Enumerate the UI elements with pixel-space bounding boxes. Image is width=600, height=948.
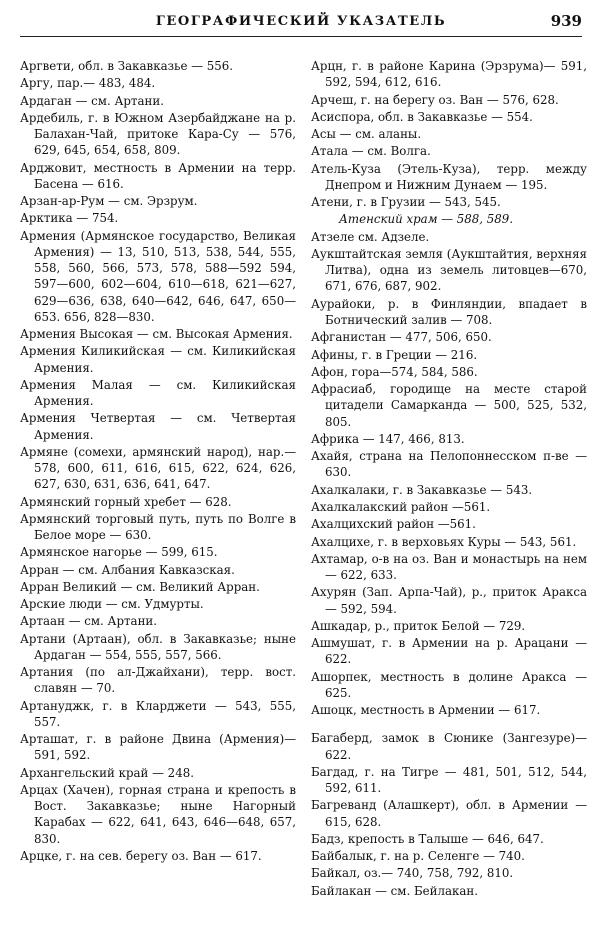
index-entry: Армения Высокая — см. Высокая Армения.: [20, 327, 293, 341]
index-entry: Ахалцихе, г. в верховьях Куры — 543, 561.: [311, 534, 577, 549]
index-entry: Атель-Куза (Этель-Куза), терр. между Днепром и Нижним Дунаем — 195.: [311, 161, 587, 192]
index-entry: Архангельский край — 248.: [20, 765, 194, 780]
index-entry: Афганистан — 477, 506, 650.: [311, 330, 492, 345]
index-entry: Ахтамар, о-в на оз. Ван и монастырь на нем — 622, 633.: [311, 551, 587, 583]
index-entry: Ахалкалаки, г. в Закавказье — 543.: [311, 482, 533, 497]
running-title: ГЕОГРАФИЧЕСКИЙ УКАЗАТЕЛЬ: [155, 14, 447, 29]
index-entry: Арчеш, г. на берегу оз. Ван — 576, 628.: [311, 92, 559, 107]
index-entry: Байлакан — см. Бейлакан.: [311, 883, 478, 898]
index-entry: Багреванд (Алашкерт), обл. в Армении — 615, 628.: [311, 798, 587, 829]
index-entry: Арран Великий — см. Великий Арран.: [20, 579, 260, 594]
index-entry: Байкал, оз.— 740, 758, 792, 810.: [311, 866, 514, 881]
index-entry: Атени, г. в Грузии — 543, 545.: [311, 195, 501, 210]
index-entry: Ахалкалакский район —561.: [311, 499, 491, 514]
index-entry: Аурайоки, р. в Финляндии, впадает в Ботнический залив — 708.: [311, 296, 587, 327]
index-entry: Багдад, г. на Тигре — 481, 501, 512, 544, 592, 611.: [311, 764, 587, 796]
index-entry: Ашорпек, местность в долине Аракса — 625.: [311, 669, 587, 700]
index-entry: Армения (Армянское государство, Великая Армения) — 13, 510, 513, 538, 544, 555, 558, 560, 566, 573, 578, 588—592 594, 597—600, 602—604, 610—618, 621—627, 629—636, 638, 640—642, 646, 647, 650—653. 656, 828—830.: [20, 228, 296, 324]
index-entry: Багаберд, замок в Сюнике (Зангезуре)— 622.: [311, 731, 587, 762]
index-entry: Арзан-ар-Рум — см. Эрзрум.: [20, 194, 198, 209]
index-entry: Армения Четвертая — см. Четвертая Армения.: [20, 411, 296, 442]
index-entry: Байбалык, г. на р. Селенге — 740.: [311, 849, 525, 864]
index-entry: Арран — см. Албания Кавказская.: [20, 562, 235, 577]
index-entry: Арцах (Хачен), горная страна и крепость в Вост. Закавказье; ныне Нагорный Карабах — 622, 641, 643, 646—648, 657, 830.: [20, 783, 296, 846]
index-entry: Афины, г. в Греции — 216.: [311, 347, 478, 362]
index-entry: Ашоцк, местность в Армении — 617.: [311, 703, 541, 718]
index-column-right: [311, 58, 587, 900]
index-entry: Африка — 147, 466, 813.: [311, 431, 465, 446]
index-entry: Аргвети, обл. в Закавказье — 556.: [20, 59, 234, 73]
index-entry: Армяне (сомехи, армянский народ), нар.— 578, 600, 611, 616, 615, 622, 624, 626, 627, 630, 631, 636, 641, 647.: [20, 444, 296, 492]
index-entry: Ардебиль, г. в Южном Азербайджане на р. Балахан-Чай, притоке Кара-Су — 576, 629, 645, 654, 658, 809.: [20, 110, 296, 158]
index-entry: Арские люди — см. Удмурты.: [20, 597, 204, 612]
index-entry: Асиспора, обл. в Закавказье — 554.: [311, 109, 533, 124]
page-header: [20, 10, 582, 37]
index-entry: Артаан — см. Артани.: [20, 614, 158, 629]
index-entry: Арташат, г. в районе Двина (Армения)—591, 592.: [20, 732, 296, 763]
index-entry: Атала — см. Волга.: [311, 144, 431, 159]
index-entry: Артани (Артаан), обл. в Закавказье; ныне Ардаган — 554, 555, 557, 566.: [20, 631, 296, 662]
index-entry: Армянский горный хребет — 628.: [20, 494, 232, 509]
index-entry: Артания (по ал-Джайхани), терр. вост. славян — 70.: [20, 665, 296, 696]
index-entry: Афрасиаб, городище на месте старой цитадели Самарканда — 500, 525, 532, 805.: [311, 382, 587, 429]
index-entry: Афон, гора—574, 584, 586.: [311, 364, 478, 379]
index-entry: Арцке, г. на сев. берегу оз. Ван — 617.: [20, 848, 262, 863]
index-entry: Арджовит, местность в Армении на терр. Басена — 616.: [20, 160, 296, 191]
index-entry: Артануджк, г. в Кларджети — 543, 555, 557.: [20, 698, 296, 729]
index-entry: Аукштайтская земля (Аукштайтия, верхняя Литва), одна из земель литовцев—670, 671, 676, 687, 902.: [311, 247, 587, 294]
index-entry: Арцн, г. в районе Карина (Эрзрума)— 591, 592, 594, 612, 616.: [311, 59, 587, 90]
index-entry: Ашкадар, р., приток Белой — 729.: [311, 618, 526, 633]
index-entry: Армянский торговый путь, путь по Волге в Белое море — 630.: [20, 511, 296, 542]
index-entry: Ардаган — см. Артани.: [20, 93, 164, 108]
page-number: 939: [550, 12, 582, 30]
index-entry: Асы — см. аланы.: [311, 127, 422, 142]
index-entry: Армянское нагорье — 599, 615.: [20, 545, 218, 560]
index-entry: Ахалцихский район —561.: [311, 517, 476, 532]
index-entry: Атзеле см. Адзеле.: [311, 229, 430, 244]
index-entry: Армения Малая — см. Киликийская Армения.: [20, 377, 296, 408]
index-subentry: Атенский храм — 588, 589.: [339, 212, 514, 227]
index-entry: Ахайя, страна на Пелопоннесском п-ве — 630.: [311, 449, 587, 480]
index-entry: Ашмушат, г. в Армении на р. Арацани — 622.: [311, 636, 587, 667]
index-entry: Армения Киликийская — см. Киликийская Армения.: [20, 344, 296, 375]
index-column-left: [20, 58, 296, 865]
index-entry: Бадз, крепость в Талыше — 646, 647.: [311, 831, 544, 846]
index-entry: Ахурян (Зап. Арпа-Чай), р., приток Аракса — 592, 594.: [311, 585, 587, 616]
index-entry: Аргу, пар.— 483, 484.: [20, 76, 156, 91]
index-entry: Арктика — 754.: [20, 211, 119, 226]
